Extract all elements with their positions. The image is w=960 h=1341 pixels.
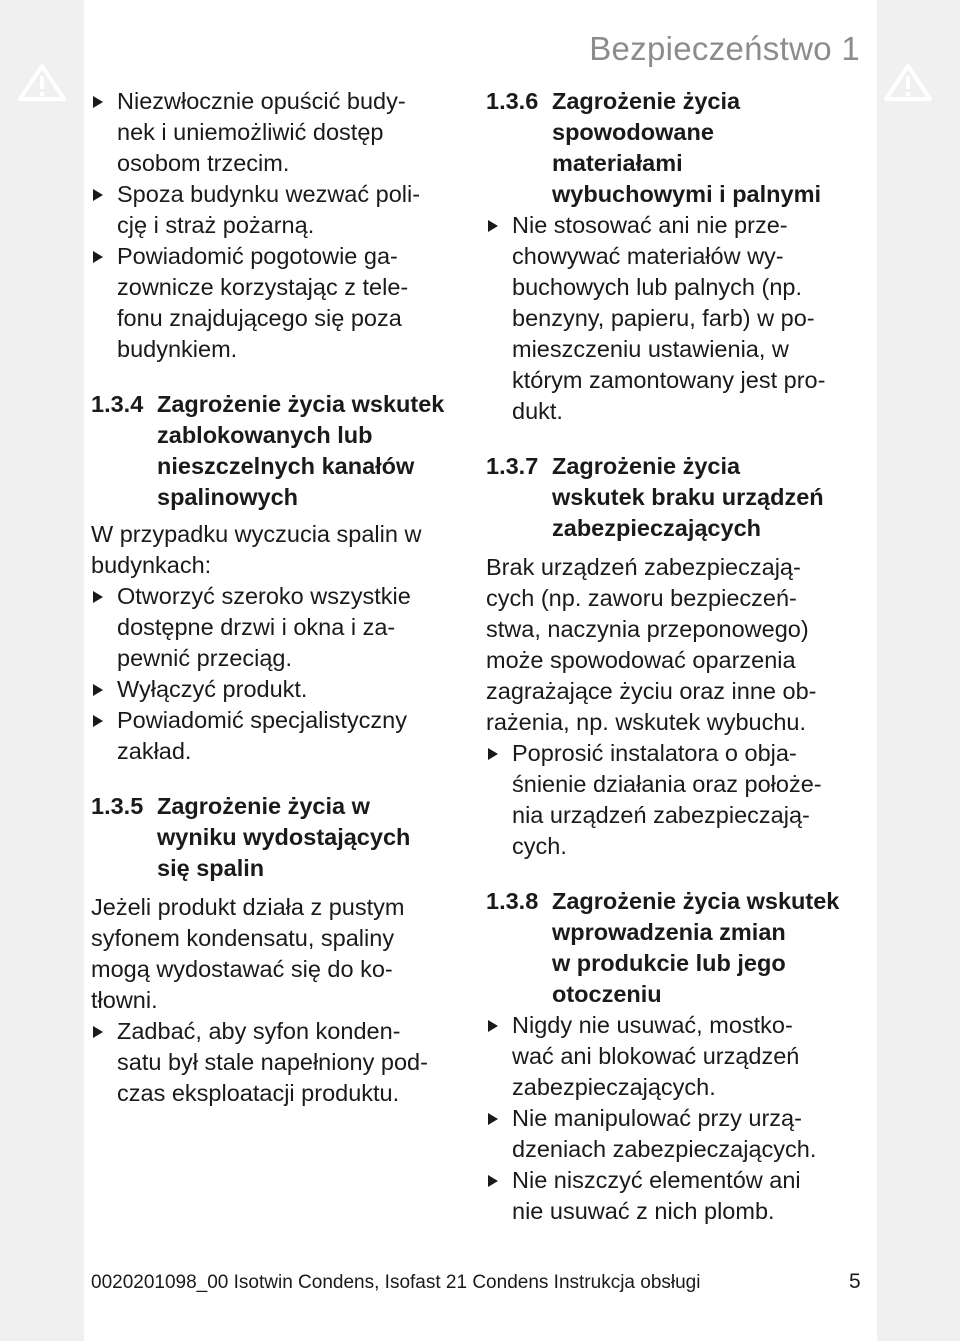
list-item-text: Nie stosować ani nie prze- chowywać materiałów wy- buchowych lub palnych (np. benzyny, papieru, farb) w po- mieszczeniu ustawienia, w którym zamontowany jest pro- dukt. [512,212,826,424]
section-number: 1.3.6 [486,88,539,114]
triangle-right-icon [93,251,103,263]
list-item [91,86,466,179]
list-item [91,241,466,365]
right-margin-band [877,0,960,1341]
section-heading-134 [91,389,466,513]
section-number: 1.3.7 [486,453,539,479]
bullet-list [486,1010,866,1227]
left-margin-band [0,0,84,1341]
section-heading-135 [91,791,466,884]
list-item [91,581,466,674]
list-item-text: Powiadomić pogotowie ga- zownicze korzystając z tele- fonu znajdującego się poza budynkiem. [117,243,409,362]
left-column [91,86,466,1109]
triangle-right-icon [488,1020,498,1032]
list-item [486,1010,866,1103]
warning-triangle-icon [883,62,933,102]
list-item [91,705,466,767]
bullet-list [91,581,466,767]
triangle-right-icon [93,1026,103,1038]
list-item-text: Powiadomić specjalistyczny zakład. [117,707,407,764]
section-number: 1.3.8 [486,888,539,914]
section-paragraph: Brak urządzeń zabezpieczają- cych (np. zaworu bezpieczeń- stwa, naczynia przeponowego) może spowodować oparzenia zagrażające życiu oraz inne ob- rażenia, np. wskutek wybuchu. [486,554,817,735]
section-title: Zagrożenie życia spowodowane materiałami wybuchowymi i palnymi [552,88,821,207]
list-item-text: Poprosić instalatora o obja- śnienie działania oraz położe- nia urządzeń zabezpieczają- cych. [512,740,822,859]
list-item-text: Nie niszczyć elementów ani nie usuwać z nich plomb. [512,1167,801,1224]
list-item-text: Zadbać, aby syfon konden- satu był stale napełniony pod- czas eksploatacji produktu. [117,1018,428,1106]
section-title: Zagrożenie życia wskutek wprowadzenia zmian w produkcie lub jego otoczeniu [552,888,840,1007]
section-title: Zagrożenie życia w wyniku wydostających się spalin [157,793,411,881]
bullet-list [486,738,866,862]
list-item-text: Otworzyć szeroko wszystkie dostępne drzwi i okna i za- pewnić przeciąg. [117,583,411,671]
section-paragraph: Jeżeli produkt działa z pustym syfonem kondensatu, spaliny mogą wydostawać się do ko- tłowni. [91,894,405,1013]
section-number: 1.3.4 [91,391,144,417]
list-item-text: Nie manipulować przy urzą- dzeniach zabezpieczających. [512,1105,817,1162]
list-item-text: Nigdy nie usuwać, mostko- wać ani blokować urządzeń zabezpieczających. [512,1012,800,1100]
section-title: Zagrożenie życia wskutek braku urządzeń zabezpieczających [552,453,824,541]
list-item-text: Wyłączyć produkt. [117,676,308,702]
footer-document-reference: 0020201098_00 Isotwin Condens, Isofast 21 Condens Instrukcja obsługi [91,1272,701,1293]
triangle-right-icon [93,715,103,727]
section-heading-136 [486,86,866,210]
triangle-right-icon [488,1175,498,1187]
triangle-right-icon [488,220,498,232]
bullet-list [91,1016,466,1109]
section-header: Bezpieczeństwo 1 [589,30,860,67]
section-heading-137 [486,451,866,544]
list-item [486,1165,866,1227]
section-heading-138 [486,886,866,1010]
triangle-right-icon [93,189,103,201]
list-item [486,738,866,862]
triangle-right-icon [93,684,103,696]
triangle-right-icon [93,96,103,108]
list-item [486,1103,866,1165]
section-title: Zagrożenie życia wskutek zablokowanych lub nieszczelnych kanałów spalinowych [157,391,445,510]
list-item [91,179,466,241]
list-item [486,210,866,427]
triangle-right-icon [93,591,103,603]
list-item-text: Spoza budynku wezwać poli- cję i straż pożarną. [117,181,421,238]
triangle-right-icon [488,1113,498,1125]
warning-triangle-icon [17,62,67,102]
bullet-list [91,86,466,365]
bullet-list [486,210,866,427]
section-number: 1.3.5 [91,793,144,819]
list-item [91,1016,466,1109]
list-item [91,674,466,705]
page-number: 5 [849,1270,861,1293]
triangle-right-icon [488,748,498,760]
right-column [486,86,866,1227]
list-item-text: Niezwłocznie opuścić budy- nek i uniemożliwić dostęp osobom trzecim. [117,88,406,176]
section-paragraph: W przypadku wyczucia spalin w budynkach: [91,521,422,578]
